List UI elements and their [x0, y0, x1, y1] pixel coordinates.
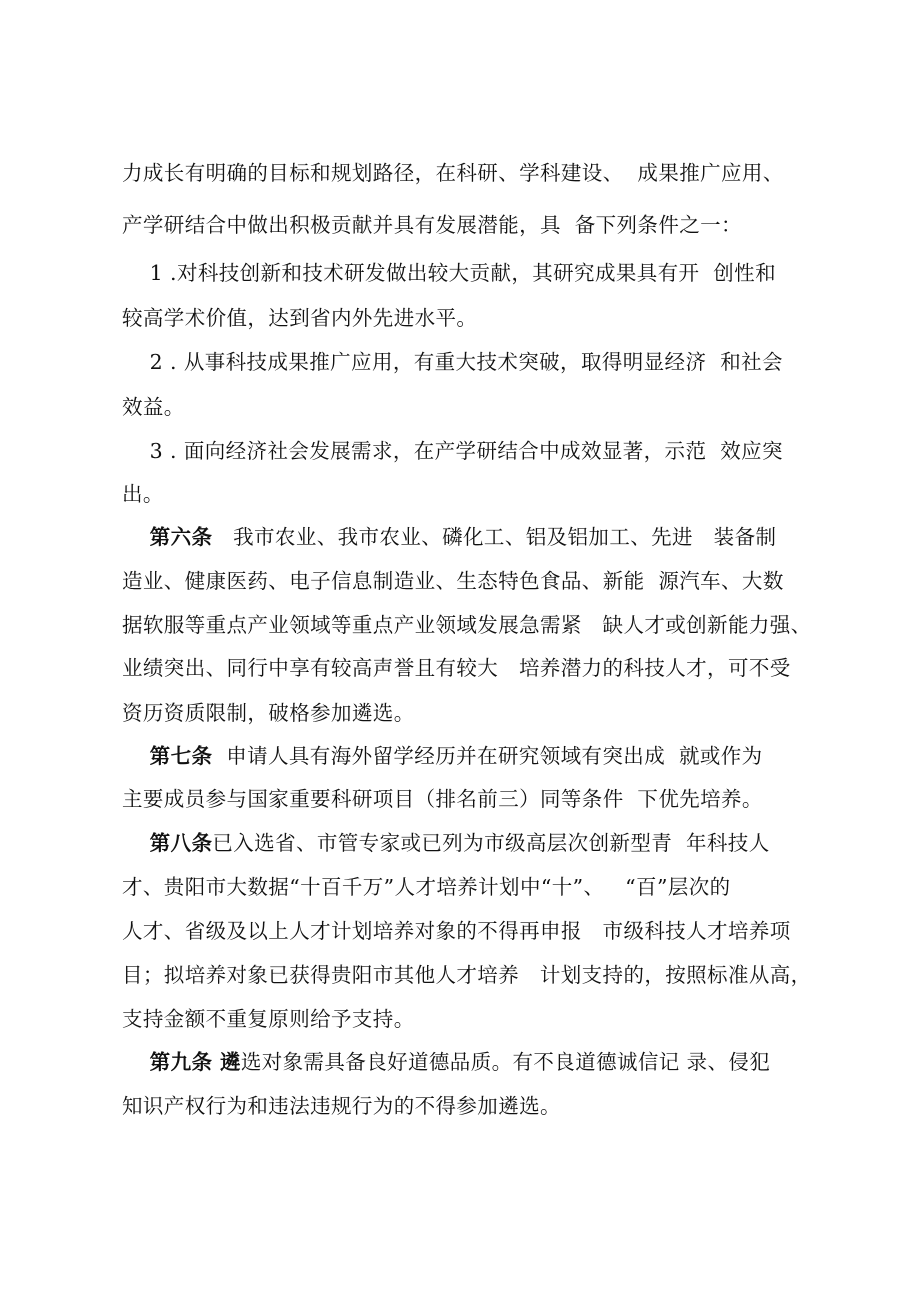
line-text: 较高学术价值，达到省内外先进水平。: [122, 306, 478, 330]
text-line: [122, 914, 822, 948]
text-line: [122, 301, 822, 335]
list-item-2: [122, 345, 822, 379]
line-text: 1 .对科技创新和技术研发做出较大贡献，其研究成果具有开 创性和: [122, 261, 776, 285]
text-line: [122, 870, 822, 904]
text-line: [122, 608, 822, 642]
list-item-1: [122, 256, 822, 290]
line-text: 选对象需具备良好道德品质。有不良道德诚信记 录、侵犯: [240, 1050, 771, 1074]
text-line: [122, 958, 822, 992]
text-line: [122, 156, 822, 190]
line-text: 效益。: [122, 395, 185, 419]
line-text: 资历资质限制，破格参加遴选。: [122, 701, 415, 725]
text-line: [122, 477, 822, 511]
line-text: 主要成员参与国家重要科研项目（排名前三）同等条件 下优先培养。: [122, 787, 763, 811]
line-text: 出。: [122, 482, 164, 506]
line-text: 知识产权行为和违法违规行为的不得参加遴选。: [122, 1094, 561, 1118]
line-text: 3 . 面向经济社会发展需求，在产学研结合中成效显著，示范 效应突: [122, 439, 783, 463]
text-line: [122, 208, 822, 242]
line-text: 业绩突出、同行中享有较高声誉且有较大 培养潜力的科技人才，可不受: [122, 656, 791, 680]
text-line: [122, 696, 822, 730]
line-text: 申请人具有海外留学经历并在研究领域有突出成 就或作为: [212, 744, 763, 768]
article-9: [122, 1045, 822, 1079]
text-line: [122, 1089, 822, 1123]
line-text: 已入选省、市管专家或已列为市级高层次创新型青 年科技人: [212, 831, 770, 855]
text-line: [122, 564, 822, 598]
line-text: 产学研结合中做出积极贡献并具有发展潜能，具 备下列条件之一：: [122, 213, 742, 237]
article-8: [122, 826, 822, 860]
article-heading: 第九条 遴: [149, 1050, 241, 1074]
line-text: 2 . 从事科技成果推广应用，有重大技术突破，取得明显经济 和社会: [122, 350, 783, 374]
line-text: 目；拟培养对象已获得贵阳市其他人才培养 计划支持的，按照标准从高，: [122, 963, 812, 987]
article-7: [122, 739, 822, 773]
text-line: [122, 390, 822, 424]
article-heading: 第八条: [149, 831, 213, 855]
text-line: [122, 1002, 822, 1036]
text-line: [122, 651, 822, 685]
line-text: 据软服等重点产业领域等重点产业领域发展急需紧 缺人才或创新能力强、: [122, 613, 812, 637]
line-text: 力成长有明确的目标和规划路径，在科研、学科建设、 成果推广应用、: [122, 161, 784, 185]
list-item-3: [122, 434, 822, 468]
article-6: [122, 520, 822, 554]
line-text: 人才、省级及以上人才计划培养对象的不得再申报 市级科技人才培养项: [122, 919, 791, 943]
article-heading: 第六条: [149, 525, 213, 549]
article-heading: 第七条: [149, 744, 213, 768]
line-text: 才、贵阳市大数据“十百千万”人才培养计划中“十”、 “百”层次的: [122, 875, 731, 899]
line-text: 我市农业、我市农业、磷化工、铝及铝加工、先进 装备制: [212, 525, 777, 549]
text-line: [122, 782, 822, 816]
line-text: 支持金额不重复原则给予支持。: [122, 1007, 415, 1031]
line-text: 造业、健康医药、电子信息制造业、生态特色食品、新能 源汽车、大数: [122, 569, 784, 593]
